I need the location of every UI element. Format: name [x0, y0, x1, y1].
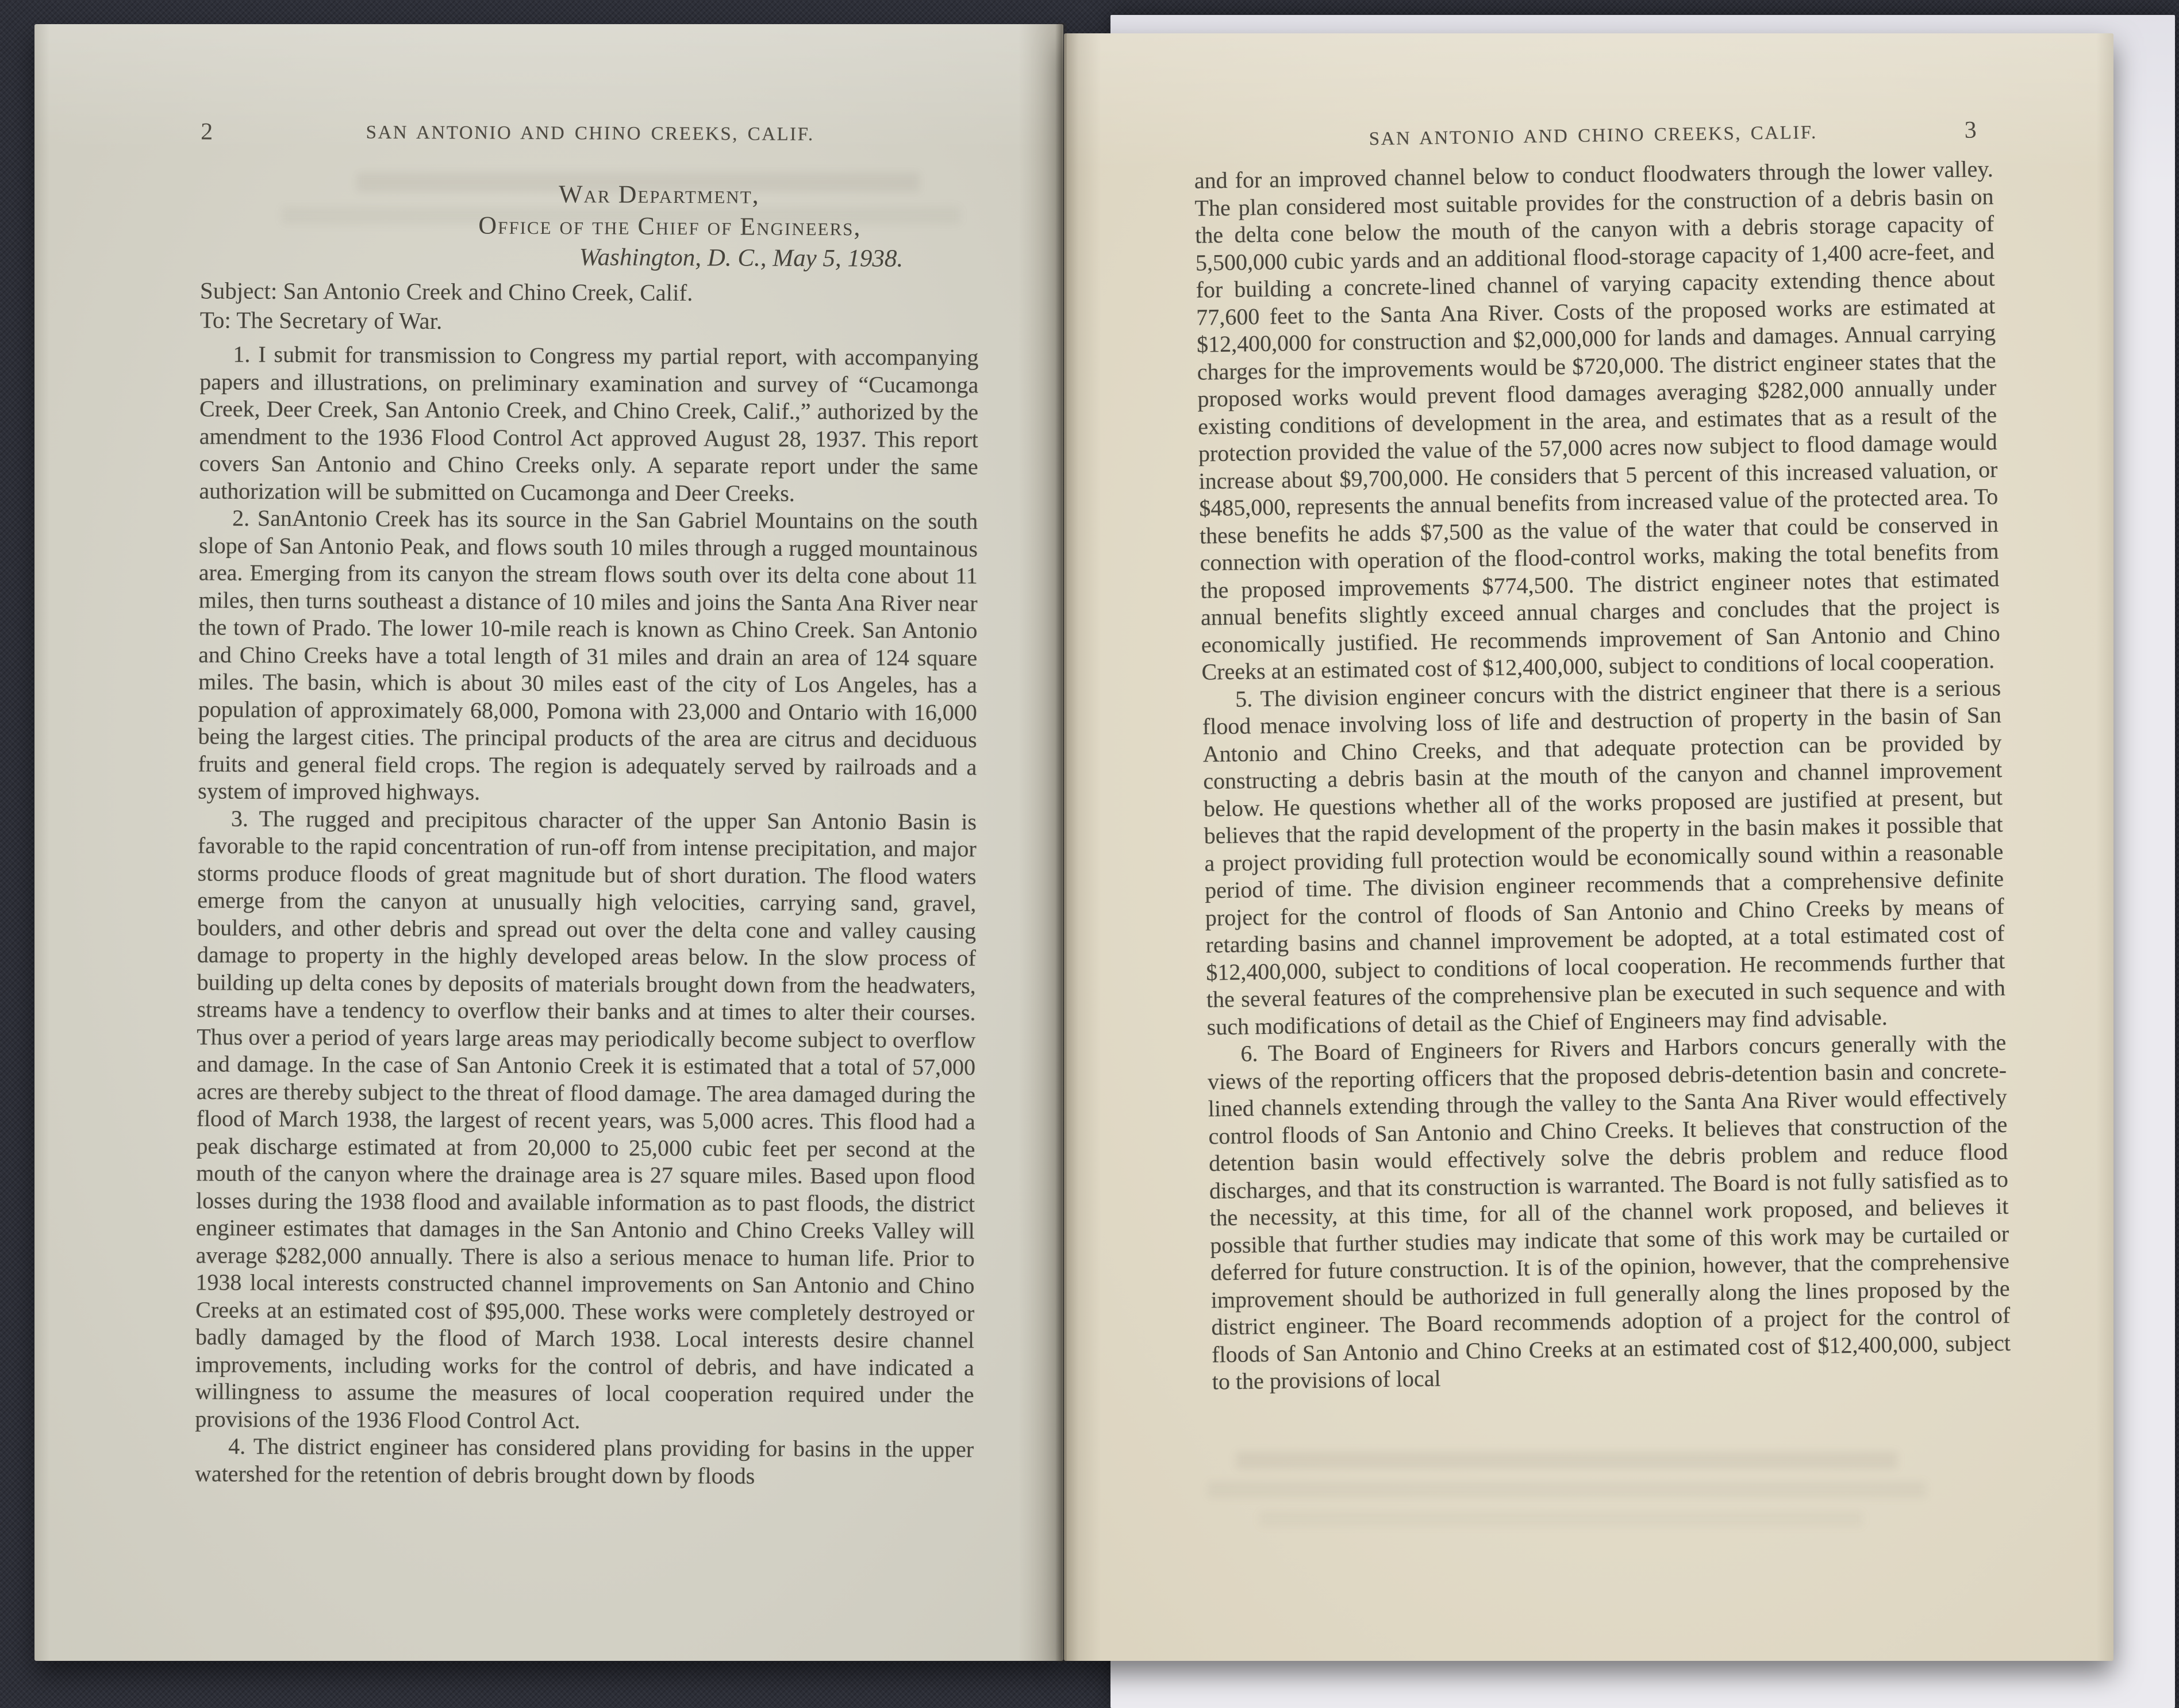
- page-number: 2: [201, 118, 213, 145]
- right-page: [1064, 33, 2113, 1661]
- address-block: [200, 276, 979, 338]
- paragraph-3: 3. The rugged and precipitous character of the upper San Antonio Basin is favorable to the rapid concentration of run-off from intense precipitation, and major storms produce floods of great magnitude but of short duration. The flood waters emerge from the canyon at unusually high velocities, carrying sand, gravel, boulders, and other debris and spread out over the delta cone and valley causing damage to property in the highly developed areas below. In the slow process of building up delta cones by deposits of materials brought down from the headwaters, streams have a tendency to overflow their banks and at times to alter their courses. Thus over a period of years large areas may periodically become subject to overflow and damage. In the case of San Antonio Creek it is estimated that a total of 57,000 acres are thereby subject to the threat of flood damage. The area damaged during the flood of March 1938, the largest of recent years, was 5,000 acres. This flood had a peak discharge estimated at from 20,000 to 25,000 cubic feet per second at the mouth of the canyon where the drainage area is 27 square miles. Based upon flood losses during the 1938 flood and available information as to past floods, the district engineer estimates that damages in the San Antonio and Chino Creeks Valley will average $282,000 annually. There is also a serious menace to human life. Prior to 1938 local interests constructed channel improvements on San Antonio and Chino Creeks at an estimated cost of $95,000. These works were completely destroyed or badly damaged by the flood of March 1938. Local interests desire channel improvements, including works for the control of debris, and have indicated a willingness to assume the measures of local cooperation required under the provisions of the 1936 Flood Control Act.: [195, 805, 977, 1433]
- letterhead-dateline: Washington, D. C., May 5, 1938.: [579, 244, 904, 272]
- paragraph-2: 2. SanAntonio Creek has its source in the San Gabriel Mountains on the south slope of San Antonio Peak, and flows south 10 miles through a rugged mountainous area. Emerging from its canyon the stream flows south over its delta cone about 11 miles, then turns southeast a distance of 10 miles and joins the Santa Ana River near the town of Prado. The lower 10-mile reach is known as Chino Creek. San Antonio and Chino Creeks have a total length of 31 miles and drain an area of 124 square miles. The basin, which is about 30 miles east of the city of Los Angeles, has a population of approximately 68,000, Pomona with 23,000 and Ontario with 16,000 being the largest cities. The principal products of the area are citrus and deciduous fruits and general field crops. The region is adequately served by railroads and a system of improved highways.: [198, 505, 978, 805]
- paragraph-5: 5. The division engineer concurs with the district engineer that there is a serious flood menace involving loss of life and destruction of property in the basin of San Antonio and Chino Creeks, and that adequate protection can be provided by constructing a debris basin at the mouth of the canyon and channel improvement below. He questions whether all of the works proposed are justified at present, but believes that the rapid development of the property in the basin makes it possible that a project providing full protection would be economically sound within a reasonable period of time. The division engineer recommends that a comprehensive definite project for the control of floods of San Antonio and Chino Creeks by means of retarding basins and channel improvement be adopted, at a total estimated cost of $12,400,000, subject to conditions of local cooperation. He recommends further that the several features of the comprehensive plan be executed in such sequence and with such modifications of detail as the Chief of Engineers may find advisable.: [1202, 674, 2006, 1040]
- letterhead-office: Office of the Chief of Engineers,: [478, 211, 862, 241]
- paragraph-4-continued: and for an improved channel below to conduct floodwaters through the lower valley. The plan considered most suitable provides for the construction of a debris basin on the delta cone below the mouth of the canyon with a debris storage capacity of 5,500,000 cubic yards and an additional flood-storage capacity of 1,400 acre-feet, and for building a concrete-lined channel of varying capacity extending thence about 77,600 feet to the Santa Ana River. Costs of the proposed works are estimated at $12,400,000 for construction and $2,000,000 for lands and damages. Annual carrying charges for the improvements would be $720,000. The district engineer states that the proposed works would prevent flood damages averaging $282,000 annually under existing conditions of development in the area, and estimates that as a result of the protection provided the value of the 57,000 acres now subject to flood damage would increase about $9,700,000. He considers that 5 percent of this increased valuation, or $485,000, represents the annual benefits from increased value of the protected area. To these benefits he adds $7,500 as the value of the water that could be conserved in connection with operation of the flood-control works, making the total benefits from the proposed improvements $774,500. The district engineer notes that estimated annual benefits slightly exceed annual charges and concludes that the project is economically justified. He recommends improvement of San Antonio and Chino Creeks at an estimated cost of $12,400,000, subject to conditions of local cooperation.: [1194, 156, 2000, 685]
- left-page: [34, 24, 1063, 1661]
- paragraph-6: 6. The Board of Engineers for Rivers and Harbors concurs generally with the views of the reporting officers that the proposed debris-detention basin and concrete-lined channels extending through the valley to the Santa Ana River would effectively control floods of San Antonio and Chino Creeks. It believes that construction of the detention basin would effectively solve the debris problem and reduce flood discharges, and that its construction is warranted. The Board is not fully satisfied as to the necessity, at this time, for all of the channel work proposed, and believes it possible that further studies may indicate that some of this work may be curtailed or deferred for future construction. It is of the opinion, however, that the comprehensive improvement should be authorized in full generally along the lines proposed by the district engineer. The Board recommends adoption of a project for the control of floods of San Antonio and Chino Creeks at an estimated cost of $12,400,000, subject to the provisions of local: [1207, 1029, 2011, 1395]
- page-number: 3: [1964, 117, 1977, 144]
- letterhead: [200, 176, 979, 275]
- left-body-text: [195, 340, 979, 1490]
- running-head: SAN ANTONIO AND CHINO CREEKS, CALIF.: [1369, 122, 1817, 150]
- running-head: SAN ANTONIO AND CHINO CREEKS, CALIF.: [366, 122, 814, 145]
- right-running-head-row: [1194, 117, 1993, 161]
- right-body-text: [1194, 155, 2011, 1395]
- right-page-content: [1064, 33, 2113, 1661]
- to-line: To: The Secretary of War.: [199, 306, 443, 334]
- paragraph-1: 1. I submit for transmission to Congress my partial report, with accompanying papers and illustrations, on preliminary examination and survey of “Cucamonga Creek, Deer Creek, San Antonio Creek, and Chino Creek, Calif.,” authorized by the amendment to the 1936 Flood Control Act approved August 28, 1937. This report covers San Antonio and Chino Creeks only. A separate report under the same authorization will be submitted on Cucamonga and Deer Creeks.: [199, 341, 979, 506]
- left-running-head-row: [201, 118, 979, 155]
- left-page-content: [34, 24, 1063, 1661]
- letterhead-department: War Department,: [558, 180, 760, 209]
- subject-line: Subject: San Antonio Creek and Chino Creek, Calif.: [199, 277, 693, 306]
- paragraph-4: 4. The district engineer has considered plans providing for basins in the upper watershed for the retention of debris brought down by floods: [194, 1433, 974, 1489]
